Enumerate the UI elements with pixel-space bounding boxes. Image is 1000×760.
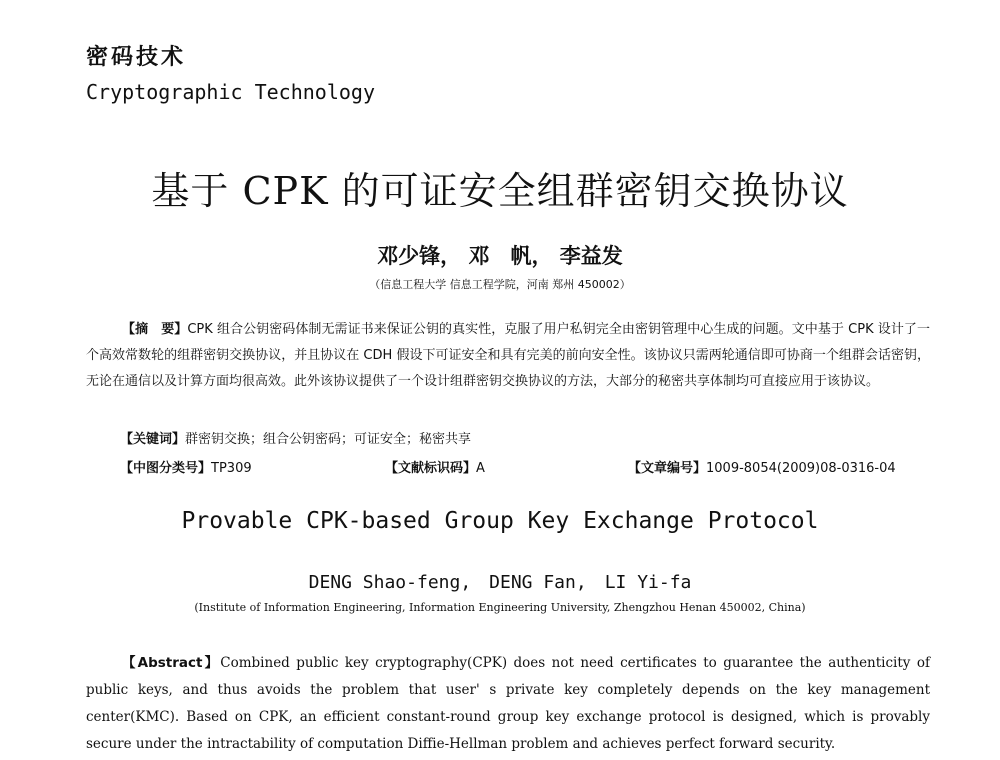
article-id-label: 【文章编号】 (628, 461, 707, 476)
abstract-cn-text: CPK 组合公钥密码体制无需证书来保证公钥的真实性，克服了用户私钥完全由密钥管理中心生成的问题。文中基于 CPK 设计了一个高效常数轮的组群密钥交换协议，并且协议在 CDH 假设下可证安全和具有完美的前向安全性。该协议只需两轮通信即可协商一个组群会话密钥，无论在通信以及计算方面均很高效。此外该协议提供了一个设计组群密钥交换协议的方法，大部分的秘密共享体制均可直接应用于该协议。 (86, 322, 930, 389)
affiliation-en: (Institute of Information Engineering, Information Engineering University, Zhengzhou Henan 450002, China) (194, 601, 806, 614)
paper-title-en: Provable CPK-based Group Key Exchange Protocol (181, 508, 819, 534)
document-code (385, 457, 485, 476)
abstract-cn (86, 317, 930, 395)
keywords-cn-label: 【关键词】 (120, 432, 186, 447)
keywords-cn-text: 群密钥交换；组合公钥密码；可证安全；秘密共享 (185, 432, 472, 447)
document-code-label: 【文献标识码】 (385, 461, 477, 476)
document-code-value: A (476, 461, 485, 476)
article-id (628, 457, 896, 476)
affiliation-cn: （信息工程大学 信息工程学院，河南 郑州 450002） (369, 278, 631, 291)
abstract-en (86, 650, 930, 758)
authors-en: DENG Shao-feng, DENG Fan, LI Yi-fa (308, 572, 692, 593)
journal-name-cn: 密码技术 (86, 45, 187, 70)
paper-title-cn: 基于 CPK 的可证安全组群密钥交换协议 (151, 169, 849, 213)
classification-number (120, 457, 252, 476)
abstract-en-label: 【Abstract】 (122, 655, 221, 671)
classification-label: 【中图分类号】 (120, 461, 212, 476)
keywords-cn (120, 428, 471, 447)
classification-value: TP309 (211, 461, 252, 476)
article-id-value: 1009-8054(2009)08-0316-04 (706, 461, 896, 476)
journal-name-en: Cryptographic Technology (86, 80, 375, 104)
authors-cn: 邓少锋， 邓 帆， 李益发 (377, 244, 623, 268)
abstract-cn-label: 【摘 要】 (122, 322, 188, 337)
abstract-en-text: Combined public key cryptography(CPK) does not need certificates to guarantee the authenticity of public keys, and thus avoids the problem that user' s private key completely depends on the key management center(KMC). Based on CPK, an efficient constant-round group key exchange protocol is designed, which is provably secure under the intractability of computation Diffie-Hellman problem and achieves perfect forward security. (86, 655, 930, 752)
